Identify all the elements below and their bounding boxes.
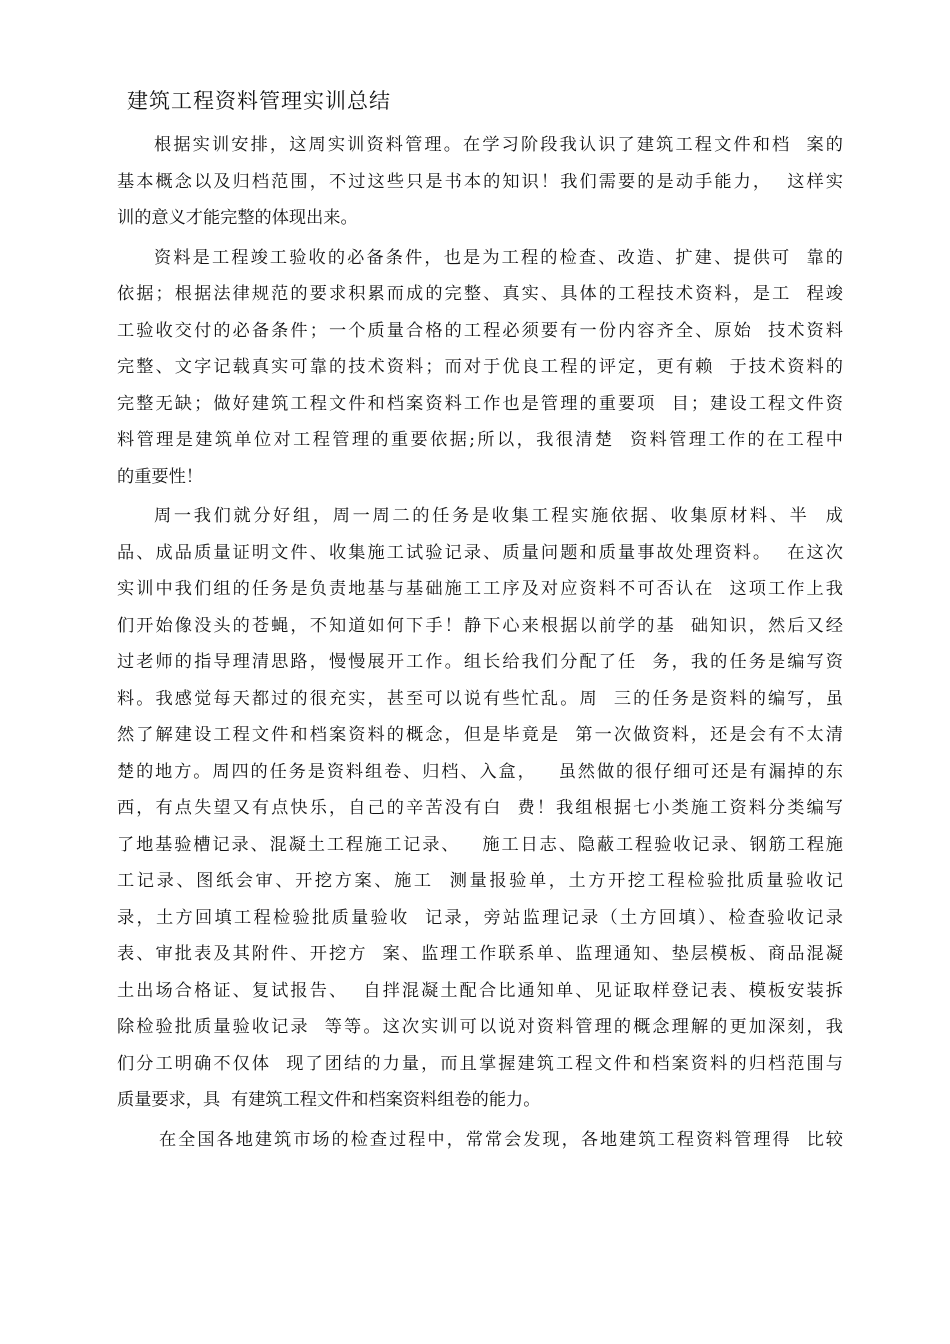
text-line: 依据；根据法律规范的要求积累而成的完整、真实、具体的工程技术资料，是工 程竣 <box>117 284 843 304</box>
text-line: 录，土方回填工程检验批质量验收 记录，旁站监理记录（土方回填）、检查验收记录 <box>117 907 843 928</box>
document-body <box>117 127 843 1161</box>
text-line: 土出场合格证、复试报告、 自拌混凝土配合比通知单、见证取样登记表、模板安装拆 <box>117 980 843 1001</box>
text-line: 根据实训安排，这周实训资料管理。在学习阶段我认识了建筑工程文件和档 案的 <box>154 135 843 155</box>
text-line: 训的意义才能完整的体现出来。 <box>117 208 358 228</box>
text-line: 的重要性！ <box>117 466 203 487</box>
paragraph <box>117 1122 843 1159</box>
text-line: 西，有点失望又有点快乐，自己的辛苦没有白 费！我组根据七小类施工资料分类编写 <box>117 798 843 818</box>
text-line: 资料是工程竣工验收的必备条件，也是为工程的检查、改造、扩建、提供可 靠的 <box>154 247 843 268</box>
text-line: 完整、文字记载真实可靠的技术资料；而对于优良工程的评定，更有赖 于技术资料的 <box>117 357 843 377</box>
text-line: 除检验批质量验收记录 等等。这次实训可以说对资料管理的概念理解的更加深刻，我 <box>117 1017 843 1037</box>
document-title: 建筑工程资料管理实训总结 <box>127 89 391 113</box>
text-line: 过老师的指导理清思路，慢慢展开工作。组长给我们分配了任 务，我的任务是编写资 <box>117 652 843 672</box>
paragraph <box>117 240 843 496</box>
text-line: 品、成品质量证明文件、收集施工试验记录、质量问题和质量事故处理资料。 在这次 <box>117 542 843 563</box>
text-line: 然了解建设工程文件和档案资料的概念，但是毕竟是 第一次做资料，还是会有不太清 <box>117 725 843 745</box>
text-line: 表、审批表及其附件、开挖方 案、监理工作联系单、监理通知、垫层模板、商品混凝 <box>117 944 843 964</box>
text-line: 完整无缺；做好建筑工程文件和档案资料工作也是管理的重要项 目；建设工程文件资 <box>117 393 843 414</box>
paragraph <box>117 127 843 237</box>
text-line: 质量要求，具 有建筑工程文件和档案资料组卷的能力。 <box>117 1090 541 1110</box>
text-line: 基本概念以及归档范围，不过这些只是书本的知识！我们需要的是动手能力， 这样实 <box>117 171 843 192</box>
text-line: 料。我感觉每天都过的很充实，甚至可以说有些忙乱。周 三的任务是资料的编写，虽 <box>117 688 843 709</box>
text-line: 料管理是建筑单位对工程管理的重要依据;所以，我很清楚 资料管理工作的在工程中 <box>117 430 843 450</box>
text-line: 了地基验槽记录、混凝土工程施工记录、 施工日志、隐蔽工程验收记录、钢筋工程施 <box>117 834 843 855</box>
text-line: 工验收交付的必备条件；一个质量合格的工程必须要有一份内容齐全、原始 技术资料 <box>117 320 843 341</box>
text-line: 工记录、图纸会审、开挖方案、施工 测量报验单，土方开挖工程检验批质量验收记 <box>117 871 843 891</box>
text-line: 们分工明确不仅体 现了团结的力量，而且掌握建筑工程文件和档案资料的归档范围与 <box>117 1053 843 1074</box>
text-line: 实训中我们组的任务是负责地基与基础施工工序及对应资料不可否认在 这项工作上我 <box>117 579 843 599</box>
text-line: 们开始像没头的苍蝇，不知道如何下手！静下心来根据以前学的基 础知识，然后又经 <box>117 615 843 636</box>
text-line: 在全国各地建筑市场的检查过程中，常常会发现，各地建筑工程资料管理得 比较 <box>159 1129 843 1150</box>
paragraph <box>117 498 843 1119</box>
text-line: 楚的地方。周四的任务是资料组卷、归档、入盒， 虽然做的很仔细可还是有漏掉的东 <box>117 761 843 782</box>
text-line: 周一我们就分好组，周一周二的任务是收集工程实施依据、收集原材料、半 成 <box>154 506 843 526</box>
